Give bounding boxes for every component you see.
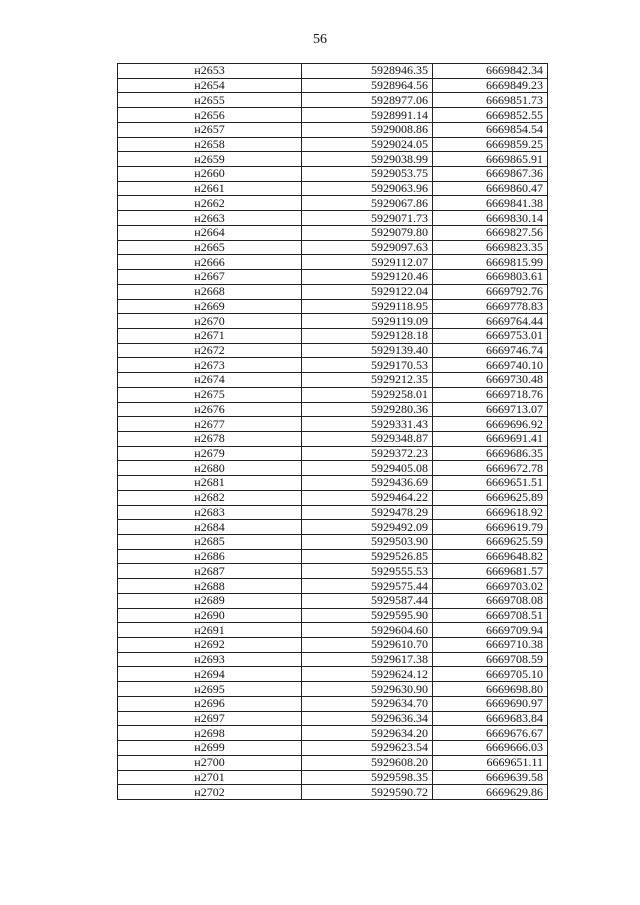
table-row [118,490,548,505]
x-coordinate-cell: 5929170.53 [302,358,433,373]
point-id-cell: н2662 [118,196,302,211]
page-number: 56 [313,32,327,47]
point-id-cell: н2689 [118,593,302,608]
table-row [118,461,548,476]
table-row [118,652,548,667]
point-id-cell: н2686 [118,549,302,564]
x-coordinate-cell: 5928946.35 [302,64,433,79]
y-coordinate-cell: 6669746.74 [433,343,548,358]
table-row [118,711,548,726]
x-coordinate-cell: 5929555.53 [302,564,433,579]
y-coordinate-cell: 6669696.92 [433,417,548,432]
table-row [118,696,548,711]
table-row [118,240,548,255]
x-coordinate-cell: 5929617.38 [302,652,433,667]
x-coordinate-cell: 5929112.07 [302,255,433,270]
x-coordinate-cell: 5929053.75 [302,167,433,182]
table-row [118,446,548,461]
table-row [118,152,548,167]
point-id-cell: н2702 [118,785,302,800]
x-coordinate-cell: 5929636.34 [302,711,433,726]
table-row [118,785,548,800]
y-coordinate-cell: 6669619.79 [433,520,548,535]
y-coordinate-cell: 6669651.51 [433,476,548,491]
point-id-cell: н2675 [118,387,302,402]
x-coordinate-cell: 5929634.70 [302,696,433,711]
x-coordinate-cell: 5929063.96 [302,181,433,196]
x-coordinate-cell: 5929590.72 [302,785,433,800]
point-id-cell: н2666 [118,255,302,270]
x-coordinate-cell: 5928977.06 [302,93,433,108]
table-row [118,225,548,240]
y-coordinate-cell: 6669710.38 [433,638,548,653]
y-coordinate-cell: 6669698.80 [433,682,548,697]
y-coordinate-cell: 6669639.58 [433,770,548,785]
y-coordinate-cell: 6669709.94 [433,623,548,638]
x-coordinate-cell: 5929122.04 [302,284,433,299]
table-row [118,726,548,741]
x-coordinate-cell: 5929630.90 [302,682,433,697]
x-coordinate-cell: 5929595.90 [302,608,433,623]
x-coordinate-cell: 5929139.40 [302,343,433,358]
point-id-cell: н2659 [118,152,302,167]
table-row [118,564,548,579]
point-id-cell: н2680 [118,461,302,476]
table-row [118,211,548,226]
y-coordinate-cell: 6669691.41 [433,431,548,446]
y-coordinate-cell: 6669708.08 [433,593,548,608]
table-row [118,770,548,785]
point-id-cell: н2694 [118,667,302,682]
point-id-cell: н2653 [118,64,302,79]
x-coordinate-cell: 5929079.80 [302,225,433,240]
table-row [118,373,548,388]
y-coordinate-cell: 6669851.73 [433,93,548,108]
point-id-cell: н2701 [118,770,302,785]
table-row [118,328,548,343]
point-id-cell: н2654 [118,78,302,93]
table-row [118,255,548,270]
x-coordinate-cell: 5929120.46 [302,270,433,285]
point-id-cell: н2665 [118,240,302,255]
x-coordinate-cell: 5929405.08 [302,461,433,476]
table-row [118,167,548,182]
table-row [118,314,548,329]
x-coordinate-cell: 5928991.14 [302,108,433,123]
table-row [118,93,548,108]
table-row [118,358,548,373]
table-row [118,535,548,550]
coordinates-table-body [118,64,548,800]
x-coordinate-cell: 5929624.12 [302,667,433,682]
x-coordinate-cell: 5929258.01 [302,387,433,402]
table-row [118,299,548,314]
point-id-cell: н2681 [118,476,302,491]
y-coordinate-cell: 6669865.91 [433,152,548,167]
x-coordinate-cell: 5929436.69 [302,476,433,491]
point-id-cell: н2695 [118,682,302,697]
table-row [118,476,548,491]
y-coordinate-cell: 6669718.76 [433,387,548,402]
table-row [118,137,548,152]
x-coordinate-cell: 5929118.95 [302,299,433,314]
x-coordinate-cell: 5929348.87 [302,431,433,446]
y-coordinate-cell: 6669730.48 [433,373,548,388]
y-coordinate-cell: 6669753.01 [433,328,548,343]
x-coordinate-cell: 5929608.20 [302,755,433,770]
y-coordinate-cell: 6669852.55 [433,108,548,123]
x-coordinate-cell: 5929128.18 [302,328,433,343]
table-row [118,520,548,535]
y-coordinate-cell: 6669859.25 [433,137,548,152]
y-coordinate-cell: 6669792.76 [433,284,548,299]
y-coordinate-cell: 6669740.10 [433,358,548,373]
y-coordinate-cell: 6669860.47 [433,181,548,196]
point-id-cell: н2664 [118,225,302,240]
y-coordinate-cell: 6669618.92 [433,505,548,520]
x-coordinate-cell: 5929634.20 [302,726,433,741]
x-coordinate-cell: 5929575.44 [302,579,433,594]
table-row [118,64,548,79]
y-coordinate-cell: 6669681.57 [433,564,548,579]
y-coordinate-cell: 6669827.56 [433,225,548,240]
table-row [118,284,548,299]
point-id-cell: н2699 [118,741,302,756]
y-coordinate-cell: 6669705.10 [433,667,548,682]
y-coordinate-cell: 6669629.86 [433,785,548,800]
x-coordinate-cell: 5929604.60 [302,623,433,638]
table-row [118,108,548,123]
y-coordinate-cell: 6669867.36 [433,167,548,182]
point-id-cell: н2687 [118,564,302,579]
point-id-cell: н2683 [118,505,302,520]
y-coordinate-cell: 6669648.82 [433,549,548,564]
y-coordinate-cell: 6669830.14 [433,211,548,226]
x-coordinate-cell: 5929067.86 [302,196,433,211]
point-id-cell: н2670 [118,314,302,329]
x-coordinate-cell: 5929212.35 [302,373,433,388]
coordinates-table [117,63,548,800]
point-id-cell: н2671 [118,328,302,343]
point-id-cell: н2685 [118,535,302,550]
point-id-cell: н2697 [118,711,302,726]
y-coordinate-cell: 6669625.59 [433,535,548,550]
y-coordinate-cell: 6669854.54 [433,122,548,137]
x-coordinate-cell: 5929478.29 [302,505,433,520]
point-id-cell: н2674 [118,373,302,388]
point-id-cell: н2684 [118,520,302,535]
table-row [118,755,548,770]
y-coordinate-cell: 6669764.44 [433,314,548,329]
x-coordinate-cell: 5929492.09 [302,520,433,535]
x-coordinate-cell: 5929331.43 [302,417,433,432]
point-id-cell: н2678 [118,431,302,446]
x-coordinate-cell: 5929623.54 [302,741,433,756]
point-id-cell: н2668 [118,284,302,299]
point-id-cell: н2667 [118,270,302,285]
table-row [118,638,548,653]
point-id-cell: н2660 [118,167,302,182]
x-coordinate-cell: 5928964.56 [302,78,433,93]
x-coordinate-cell: 5929598.35 [302,770,433,785]
y-coordinate-cell: 6669815.99 [433,255,548,270]
point-id-cell: н2677 [118,417,302,432]
y-coordinate-cell: 6669849.23 [433,78,548,93]
x-coordinate-cell: 5929038.99 [302,152,433,167]
y-coordinate-cell: 6669676.67 [433,726,548,741]
table-row [118,579,548,594]
y-coordinate-cell: 6669842.34 [433,64,548,79]
y-coordinate-cell: 6669690.97 [433,696,548,711]
table-row [118,608,548,623]
table-row [118,196,548,211]
point-id-cell: н2693 [118,652,302,667]
point-id-cell: н2673 [118,358,302,373]
table-row [118,431,548,446]
y-coordinate-cell: 6669823.35 [433,240,548,255]
table-row [118,343,548,358]
x-coordinate-cell: 5929610.70 [302,638,433,653]
y-coordinate-cell: 6669708.51 [433,608,548,623]
y-coordinate-cell: 6669708.59 [433,652,548,667]
table-row [118,682,548,697]
x-coordinate-cell: 5929587.44 [302,593,433,608]
table-row [118,505,548,520]
point-id-cell: н2663 [118,211,302,226]
x-coordinate-cell: 5929071.73 [302,211,433,226]
point-id-cell: н2698 [118,726,302,741]
table-row [118,122,548,137]
y-coordinate-cell: 6669672.78 [433,461,548,476]
point-id-cell: н2656 [118,108,302,123]
y-coordinate-cell: 6669713.07 [433,402,548,417]
x-coordinate-cell: 5929280.36 [302,402,433,417]
x-coordinate-cell: 5929008.86 [302,122,433,137]
point-id-cell: н2690 [118,608,302,623]
x-coordinate-cell: 5929097.63 [302,240,433,255]
y-coordinate-cell: 6669625.89 [433,490,548,505]
point-id-cell: н2658 [118,137,302,152]
table-row [118,667,548,682]
y-coordinate-cell: 6669841.38 [433,196,548,211]
point-id-cell: н2682 [118,490,302,505]
y-coordinate-cell: 6669778.83 [433,299,548,314]
x-coordinate-cell: 5929024.05 [302,137,433,152]
point-id-cell: н2688 [118,579,302,594]
y-coordinate-cell: 6669683.84 [433,711,548,726]
x-coordinate-cell: 5929119.09 [302,314,433,329]
point-id-cell: н2657 [118,122,302,137]
point-id-cell: н2700 [118,755,302,770]
y-coordinate-cell: 6669686.35 [433,446,548,461]
point-id-cell: н2655 [118,93,302,108]
x-coordinate-cell: 5929464.22 [302,490,433,505]
table-row [118,741,548,756]
point-id-cell: н2661 [118,181,302,196]
point-id-cell: н2691 [118,623,302,638]
table-row [118,549,548,564]
table-row [118,623,548,638]
table-row [118,181,548,196]
table-row [118,270,548,285]
y-coordinate-cell: 6669651.11 [433,755,548,770]
point-id-cell: н2669 [118,299,302,314]
point-id-cell: н2672 [118,343,302,358]
x-coordinate-cell: 5929372.23 [302,446,433,461]
point-id-cell: н2676 [118,402,302,417]
table-row [118,593,548,608]
table-row [118,402,548,417]
point-id-cell: н2692 [118,638,302,653]
table-row [118,387,548,402]
point-id-cell: н2696 [118,696,302,711]
x-coordinate-cell: 5929503.90 [302,535,433,550]
table-row [118,417,548,432]
y-coordinate-cell: 6669703.02 [433,579,548,594]
x-coordinate-cell: 5929526.85 [302,549,433,564]
y-coordinate-cell: 6669803.61 [433,270,548,285]
y-coordinate-cell: 6669666.03 [433,741,548,756]
point-id-cell: н2679 [118,446,302,461]
table-row [118,78,548,93]
